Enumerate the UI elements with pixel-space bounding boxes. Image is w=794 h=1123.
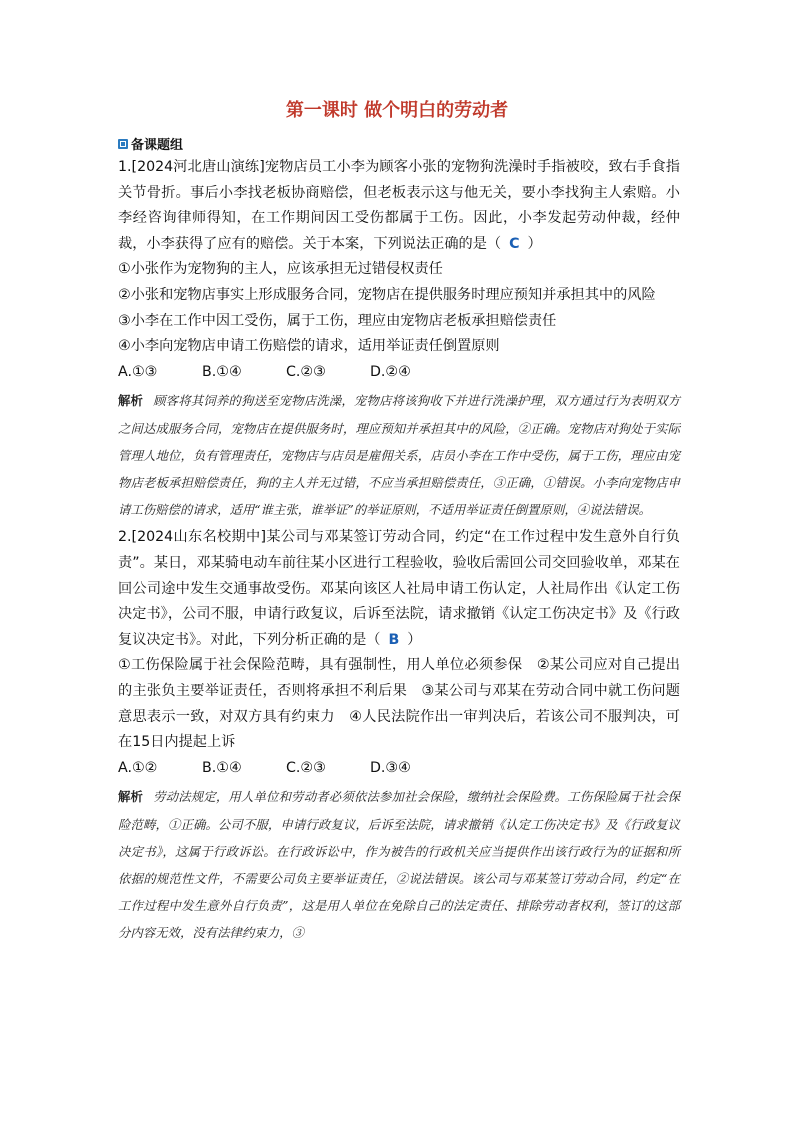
question-1-analysis-text: 顾客将其饲养的狗送至宠物店洗澡，宠物店将该狗收下并进行洗澡护理，双方通过行为表明双方之间达成服务合同，宠物店在提供服务时，理应预知并承担其中的风险，②正确。宠物店对狗处于实际管理人地位，负有管理责任，宠物店与店员是雇佣关系，店员小李在工作中受伤，属于工伤，理应由宠物店老板承担赔偿责任，狗的主人并无过错，不应当承担赔偿责任，③正确，①错误。小李向宠物店申请工伤赔偿的请求，适用“谁主张，谁举证”的举证原则，不适用举证责任倒置原则，④说法错误。 — [118, 393, 681, 518]
question-1-options — [118, 360, 680, 386]
option-c: C.②③ — [286, 363, 326, 380]
question-1-answer: C — [509, 235, 520, 252]
question-1-analysis — [118, 387, 680, 523]
question-1-item: ③小李在工作中因工受伤，属于工伤，理应由宠物店老板承担赔偿责任 — [118, 312, 557, 329]
analysis-label: 解析 — [118, 789, 144, 805]
question-2-stem-end: ） — [407, 631, 422, 648]
question-1-item: ④小李向宠物店申请工伤赔偿的请求，适用举证责任倒置原则 — [118, 338, 500, 355]
question-2-stem — [118, 525, 680, 653]
option-c: C.②③ — [286, 759, 326, 776]
question-1-stem-text: 1.[2024河北唐山演练]宠物店员工小李为顾客小张的宠物狗洗澡时手指被咬，致右手食指关节骨折。事后小李找老板协商赔偿，但老板表示这与他无关，要小李找狗主人索赔。小李经咨询律师得知，在工作期间因工受伤都属于工伤。因此，小李发起劳动仲裁，经仲裁，小李获得了应有的赔偿。关于本案，下列说法正确的是（ — [118, 159, 680, 252]
square-bullet-icon — [118, 139, 128, 149]
option-a: A.①② — [118, 759, 158, 776]
question-1-item: ②小张和宠物店事实上形成服务合同，宠物店在提供服务时理应预知并承担其中的风险 — [118, 286, 656, 303]
option-d: D.③④ — [370, 759, 411, 776]
question-content — [118, 155, 680, 947]
option-a: A.①③ — [118, 363, 158, 380]
option-d: D.②④ — [370, 363, 411, 380]
question-2-stem-text: 2.[2024山东名校期中]某公司与邓某签订劳动合同，约定“在工作过程中发生意外自行负责”。某日，邓某骑电动车前往某小区进行工程验收，验收后需回公司交回验收单，邓某在回公司途中发生交通事故受伤。邓某向该区人社局申请工伤认定，人社局作出《认定工伤决定书》，公司不服，申请行政复议，后诉至法院，请求撤销《认定工伤决定书》及《行政复议决定书》。对此，下列分析正确的是（ — [118, 529, 680, 648]
question-2-answer: B — [388, 631, 400, 648]
question-1-item: ①小张作为宠物狗的主人，应该承担无过错侵权责任 — [118, 261, 443, 278]
question-1-stem-end: ） — [527, 235, 542, 252]
section-header — [118, 134, 183, 153]
question-2-items: ①工伤保险属于社会保险范畴，具有强制性，用人单位必须参保 ②某公司应对自己提出的主张负主要举证责任，否则将承担不利后果 ③某公司与邓某在劳动合同中就工伤问题意思表示一致，对双方具有约束力 ④人民法院作出一审判决后，若该公司不服判决，可在15日内提起上诉 — [118, 657, 680, 751]
page-title: 第一课时 做个明白的劳动者 — [285, 100, 509, 121]
question-2-analysis — [118, 783, 680, 946]
analysis-label: 解析 — [118, 393, 144, 409]
question-2-analysis-text: 劳动法规定，用人单位和劳动者必须依法参加社会保险，缴纳社会保险费。工伤保险属于社会保险范畴，①正确。公司不服，申请行政复议，后诉至法院，请求撤销《认定工伤决定书》及《行政复议决定书》，这属于行政诉讼。在行政诉讼中，作为被告的行政机关应当提供作出该行政行为的证据和所依据的规范性文件，不需要公司负主要举证责任，②说法错误。该公司与邓某签订劳动合同，约定“在工作过程中发生意外自行负责”，这是用人单位在免除自己的法定责任、排除劳动者权利，签订的这部分内容无效，没有法律约束力，③ — [118, 789, 681, 941]
section-label: 备课题组 — [131, 138, 184, 153]
option-b: B.①④ — [202, 363, 242, 380]
option-b: B.①④ — [202, 759, 242, 776]
question-2-options — [118, 756, 680, 782]
question-1-stem — [118, 155, 680, 257]
